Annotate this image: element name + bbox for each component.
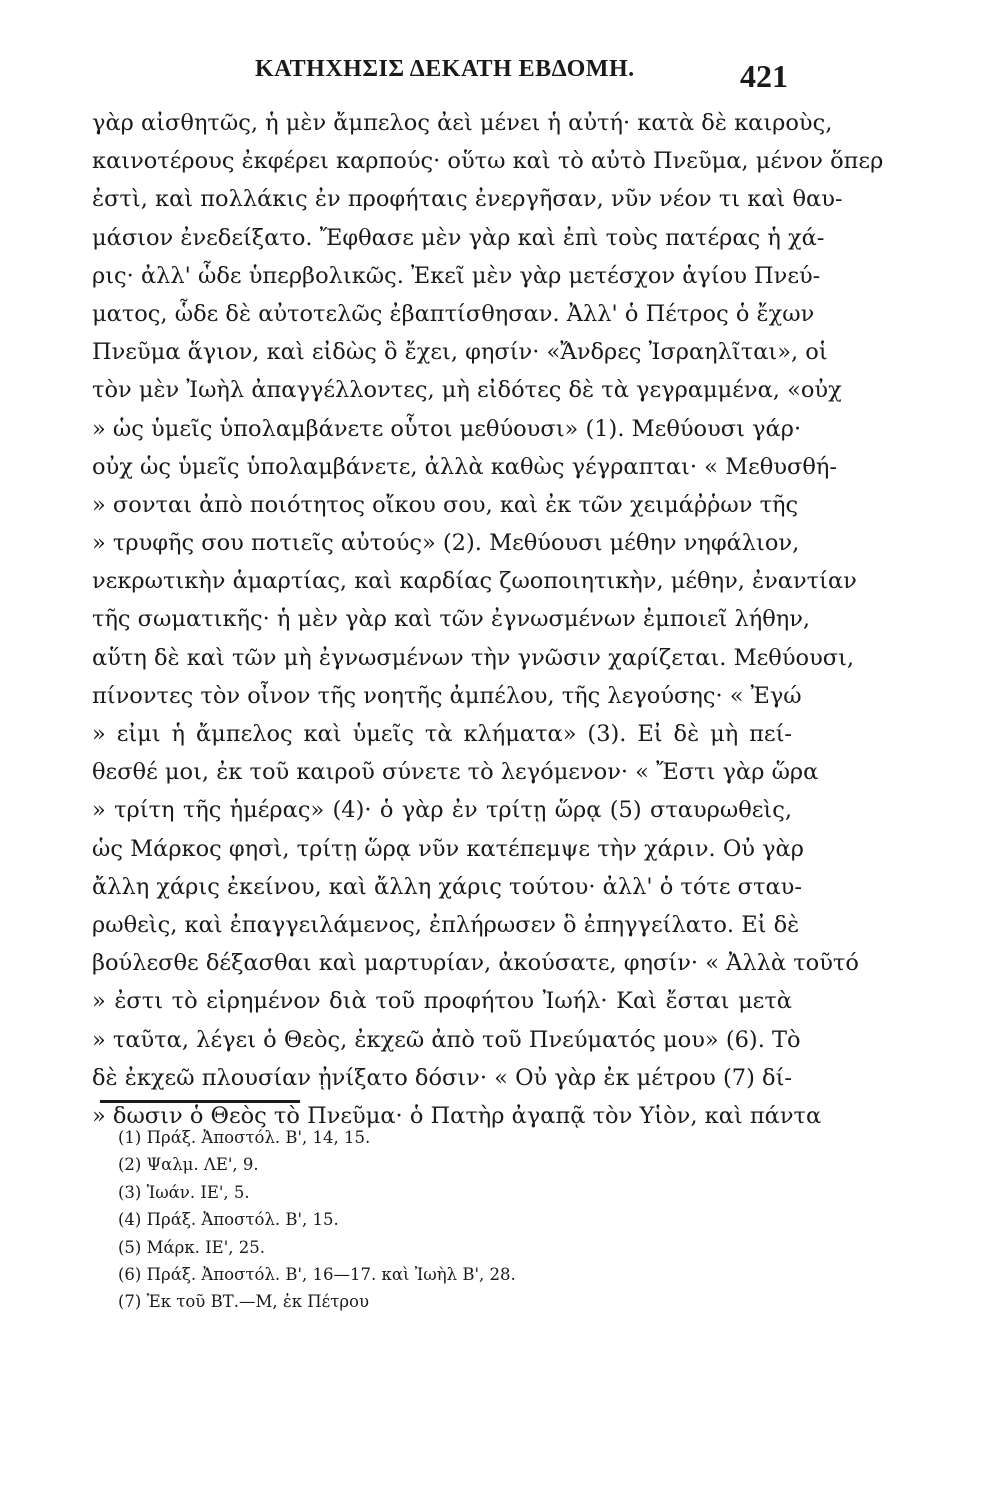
text-line: ὡς Μάρκος φησὶ, τρίτῃ ὥρᾳ νῦν κατέπεμψε τὴν χάριν. Οὐ γὰρ (92, 835, 804, 862)
text-line: » τρίτη τῆς ἡμέρας» (4)· ὁ γὰρ ἐν τρίτῃ ὥρᾳ (5) σταυρωθεὶς, (92, 797, 792, 824)
text-line: Πνεῦμα ἅγιον, καὶ εἰδὼς ὃ ἔχει, φησίν· «Ἄνδρες Ἰσραηλῖται», οἱ (92, 339, 828, 366)
text-line: » ταῦτα, λέγει ὁ Θεὸς, ἐκχεῶ ἀπὸ τοῦ Πνεύματός μου» (6). Τὸ (92, 1026, 801, 1053)
footnote: (2) Ψαλμ. ΛΕ', 9. (118, 1155, 259, 1175)
text-line: ματος, ὧδε δὲ αὐτοτελῶς ἐβαπτίσθησαν. Ἀλλ' ὁ Πέτρος ὁ ἔχων (92, 300, 815, 327)
footnote: (7) Ἐκ τοῦ ΒΤ.—Μ, ἐκ Πέτρου (118, 1292, 369, 1312)
text-line: » ἐστι τὸ εἰρημένον διὰ τοῦ προφήτου Ἰωήλ· Καὶ ἔσται μετὰ (92, 988, 792, 1015)
main-text (92, 104, 884, 1135)
text-line: ρωθεὶς, καὶ ἐπαγγειλάμενος, ἐπλήρωσεν ὃ ἐπηγγείλατο. Εἰ δὲ (92, 911, 800, 938)
running-title: ΚΑΤΗΧΗΣΙΣ ΔΕΚΑΤΗ ΕΒΔΟΜΗ. (255, 56, 635, 82)
text-line: ἄλλη χάρις ἐκείνου, καὶ ἄλλη χάρις τούτου· ἀλλ' ὁ τότε σταυ- (92, 873, 802, 900)
footnote: (1) Πράξ. Ἀποστόλ. Β', 14, 15. (118, 1128, 371, 1147)
text-line: βούλεσθε δέξασθαι καὶ μαρτυρίαν, ἀκούσατε, φησίν· « Ἀλλὰ τοῦτό (92, 950, 859, 977)
text-line: » εἰμι ἡ ἄμπελος καὶ ὑμεῖς τὰ κλήματα» (3). Εἰ δὲ μὴ πεί- (92, 721, 792, 747)
footnote: (6) Πράξ. Ἀποστόλ. Β', 16—17. καὶ Ἰωὴλ Β', 28. (118, 1264, 516, 1284)
footnote-separator (100, 1100, 300, 1103)
text-line: οὐχ ὡς ὑμεῖς ὑπολαμβάνετε, ἀλλὰ καθὼς γέγραπται· « Μεθυσθή- (92, 453, 837, 480)
text-line: ρις· ἀλλ' ὧδε ὑπερβολικῶς. Ἐκεῖ μὲν γὰρ μετέσχον ἁγίου Πνεύ- (92, 262, 821, 289)
footnote: (3) Ἰωάν. ΙΕ', 5. (118, 1182, 250, 1202)
text-line: μάσιον ἐνεδείξατο. Ἔφθασε μὲν γὰρ καὶ ἐπὶ τοὺς πατέρας ἡ χά- (92, 224, 825, 251)
footnotes (118, 1124, 618, 1316)
text-line: πίνοντες τὸν οἶνον τῆς νοητῆς ἀμπέλου, τῆς λεγούσης· « Ἐγώ (92, 682, 802, 709)
text-line: τὸν μὲν Ἰωὴλ ἀπαγγέλλοντες, μὴ εἰδότες δὲ τὰ γεγραμμένα, «οὐχ (92, 377, 842, 404)
text-line: νεκρωτικὴν ἁμαρτίας, καὶ καρδίας ζωοποιητικὴν, μέθην, ἐναντίαν (92, 568, 857, 595)
text-line: καινοτέρους ἐκφέρει καρπούς· οὕτω καὶ τὸ αὐτὸ Πνεῦμα, μένον ὅπερ (92, 148, 884, 175)
text-line: δὲ ἐκχεῶ πλουσίαν ᾐνίξατο δόσιν· « Οὐ γὰρ ἐκ μέτρου (7) δί- (92, 1064, 792, 1091)
text-line: » τρυφῆς σου ποτιεῖς αὐτούς» (2). Μεθύουσι μέθην νηφάλιον, (92, 530, 800, 557)
footnote: (4) Πράξ. Ἀποστόλ. Β', 15. (118, 1210, 339, 1230)
text-line: αὕτη δὲ καὶ τῶν μὴ ἐγνωσμένων τὴν γνῶσιν χαρίζεται. Μεθύουσι, (92, 644, 855, 671)
text-line: » δωσιν ὁ Θεὸς τὸ Πνεῦμα· ὁ Πατὴρ ἀγαπᾷ τὸν Υἱὸν, καὶ πάντα (92, 1102, 822, 1129)
page-number: 421 (740, 58, 788, 94)
footnote: (5) Μάρκ. ΙΕ', 25. (118, 1237, 265, 1257)
text-line: » σονται ἀπὸ ποιότητος οἴκου σου, καὶ ἐκ τῶν χειμάῤῥων τῆς (92, 491, 799, 518)
text-line: ἐστὶ, καὶ πολλάκις ἐν προφήταις ἐνεργῆσαν, νῦν νέον τι καὶ θαυ- (92, 186, 843, 213)
text-line: θεσθέ μοι, ἐκ τοῦ καιροῦ σύνετε τὸ λεγόμενον· « Ἔστι γὰρ ὥρα (92, 759, 819, 786)
text-line: τῆς σωματικῆς· ἡ μὲν γὰρ καὶ τῶν ἐγνωσμένων ἐμποιεῖ λήθην, (92, 606, 811, 633)
text-line: γὰρ αἰσθητῶς, ἡ μὲν ἄμπελος ἀεὶ μένει ἡ αὐτή· κατὰ δὲ καιροὺς, (92, 110, 833, 136)
text-line: » ὡς ὑμεῖς ὑπολαμβάνετε οὗτοι μεθύουσι» (1). Μεθύουσι γάρ· (92, 415, 802, 442)
